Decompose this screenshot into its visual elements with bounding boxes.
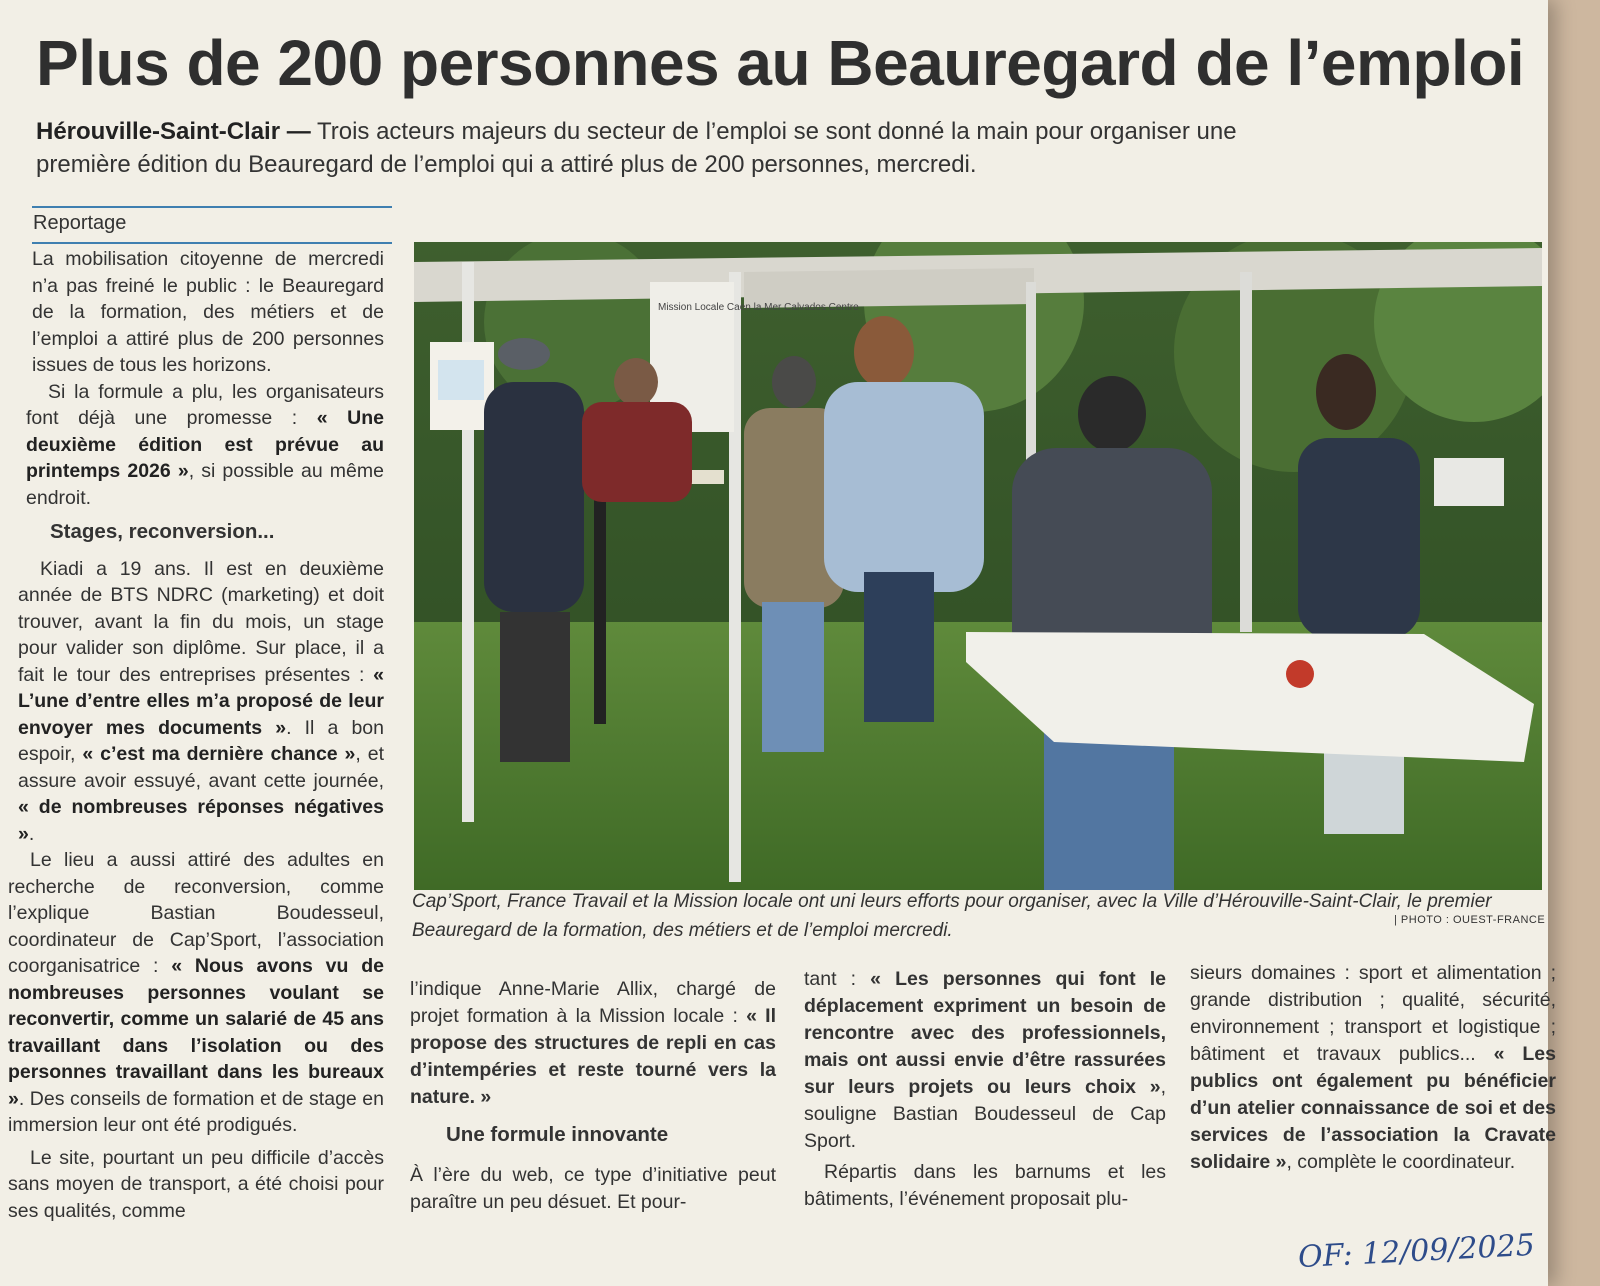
paragraph: Le lieu a aussi attiré des adultes en recherche de reconversion, comme l’explique Bastian Boudesseul, coordinateur de Cap’Sport, l’association coorganisatrice : « Nous avons vu de nombreuses personnes voulant se reconvertir, comme un salarié de 45 ans travaillant dans l’isolation ou des personnes travaillant dans les bureaux ». Des conseils de formation et de stage en immersion leur ont été prodigués. <box>8 849 384 1136</box>
photo-caption: Cap’Sport, France Travail et la Mission locale ont uni leurs efforts pour organiser, avec la Ville d’Hérouville-Saint-Clair, le premier Beauregard de la formation, des métiers et de l’emploi mercredi. <box>412 891 1492 941</box>
kicker: Reportage <box>33 212 127 234</box>
column-4 <box>1190 960 1556 1176</box>
paragraph: Si la formule a plu, les organisateurs font déjà une promesse : « Une deuxième édition est prévue au printemps 2026 », si possible au même endroit. <box>26 380 384 509</box>
headline: Plus de 200 personnes au Beauregard de l’emploi <box>36 27 1525 99</box>
paragraph: Répartis dans les barnums et les bâtiments, l’événement proposait plu- <box>804 1161 1166 1210</box>
paragraph: tant : « Les personnes qui font le déplacement expriment un besoin de rencontre avec des professionnels, mais ont aussi envie d’être rassurées sur leurs projets ou leurs choix », souligne Bastian Boudesseul de Cap Sport. <box>804 968 1166 1152</box>
column-1 <box>8 246 384 1224</box>
photo-credit: | PHOTO : OUEST-FRANCE <box>1394 914 1546 926</box>
subhead: Stages, reconversion... <box>50 520 275 543</box>
paragraph: l’indique Anne-Marie Allix, chargé de projet formation à la Mission locale : « Il propose des structures de repli en cas d’intempéries et reste tourné vers la nature. » <box>410 978 776 1108</box>
kicker-rule-top <box>32 206 392 208</box>
paragraph: Le site, pourtant un peu difficile d’accès sans moyen de transport, a été choisi pour ses qualités, comme <box>8 1146 384 1222</box>
paragraph: sieurs domaines : sport et alimentation ; grande distribution ; qualité, sécurité, environnement ; transport et logistique ; bâtiment et travaux publics... « Les publics ont également pu bénéficier d’un atelier connaissance de soi et des services de l’association la Cravate solidaire », complète le coordinateur. <box>1190 962 1556 1173</box>
lede <box>36 115 1336 181</box>
lede-text: Trois acteurs majeurs du secteur de l’emploi se sont donné la main pour organiser une première édition du Beauregard de l’emploi qui a attiré plus de 200 personnes, mercredi. <box>36 118 1237 178</box>
banner-text: Mission Locale Caen la Mer Calvados Centre <box>658 302 859 313</box>
bleed-through-text <box>20 0 1520 26</box>
subhead: Une formule innovante <box>446 1123 669 1146</box>
handwritten-date-note: OF: 12/09/2025 <box>1297 1227 1536 1276</box>
paragraph: À l’ère du web, ce type d’initiative peut paraître un peu désuet. Et pour- <box>410 1164 776 1213</box>
lede-place: Hérouville-Saint-Clair — <box>36 118 311 145</box>
column-2 <box>410 976 776 1216</box>
paragraph: Kiadi a 19 ans. Il est en deuxième année de BTS NDRC (marketing) et doit trouver, avant la fin du mois, un stage pour valider son diplôme. Sur place, il a fait le tour des entreprises présentes : « L’une d’entre elles m’a proposé de leur envoyer mes documents ». Il a bon espoir, « c’est ma dernière chance », et assure avoir essuyé, avant cette journée, « de nombreuses réponses négatives ». <box>18 557 384 845</box>
event-photo <box>414 242 1542 890</box>
kicker-rule-bottom <box>32 242 392 244</box>
column-3 <box>804 966 1166 1213</box>
paragraph: La mobilisation citoyenne de mercredi n’a pas freiné le public : le Beauregard de la formation, des métiers et de l’emploi a attiré plus de 200 personnes issues de tous les horizons. <box>32 248 384 376</box>
